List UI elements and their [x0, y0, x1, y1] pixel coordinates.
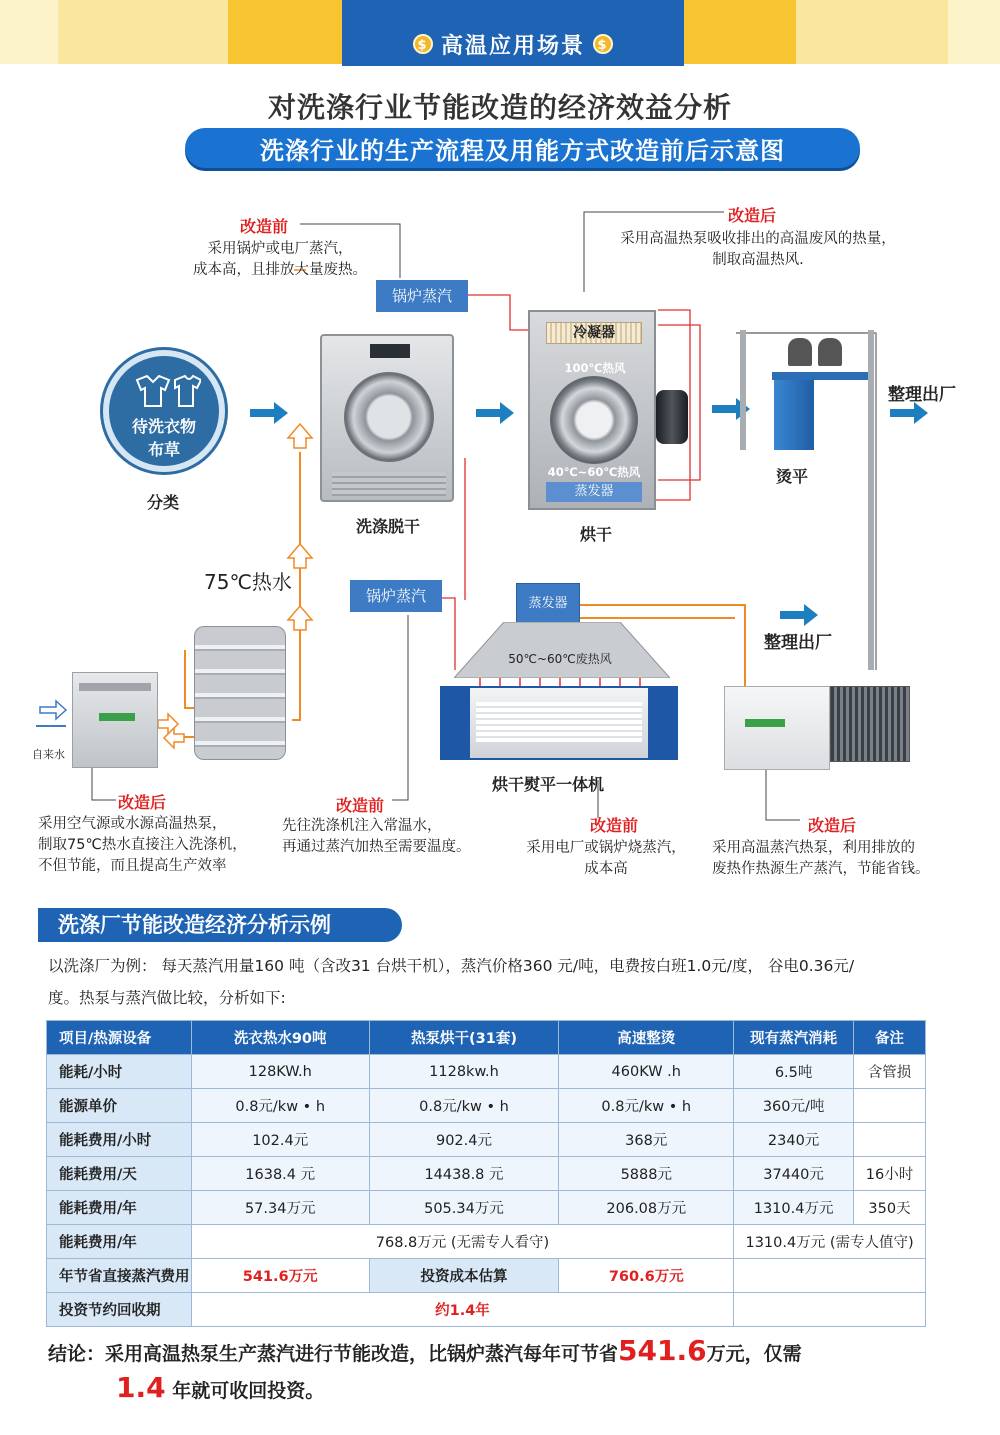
note-line: 成本高	[584, 861, 628, 877]
table-cell: 206.08万元	[559, 1191, 734, 1225]
table-cell: 460KW .h	[559, 1055, 734, 1089]
iron-stand-pole	[740, 330, 746, 450]
note-text	[38, 814, 247, 877]
table-cell: 1638.4 元	[191, 1157, 369, 1191]
note-text	[516, 838, 696, 880]
invest-label: 投资成本估算	[369, 1259, 559, 1293]
table-header-row	[47, 1021, 926, 1055]
brand-logo	[745, 719, 785, 727]
brand-logo	[99, 713, 135, 721]
hot-air-100-label: 100℃热风	[564, 361, 626, 375]
washer-drum	[344, 372, 434, 462]
note-line: 采用高温热泵吸收排出的高温废风的热量，	[620, 231, 896, 247]
row-label: 能耗费用/小时	[47, 1123, 192, 1157]
analysis-heading: 洗涤厂节能改造经济分析示例	[38, 908, 402, 942]
table-cell	[734, 1293, 926, 1327]
table-row	[47, 1259, 926, 1293]
note-text	[282, 816, 471, 858]
analysis-table	[46, 1020, 926, 1327]
table-cell: 128KW.h	[191, 1055, 369, 1089]
row-label: 投资节约回收期	[47, 1293, 192, 1327]
note-text	[598, 229, 918, 271]
table-cell: 16小时	[854, 1157, 926, 1191]
ironer-side-panel	[648, 688, 676, 758]
table-cell: 5888元	[559, 1157, 734, 1191]
iron-stand-pole	[868, 330, 874, 670]
note-text	[712, 838, 930, 880]
iron-icon	[788, 338, 812, 366]
table-cell: 350天	[854, 1191, 926, 1225]
row-label: 能耗费用/天	[47, 1157, 192, 1191]
table-cell: 368元	[559, 1123, 734, 1157]
table-row	[47, 1293, 926, 1327]
note-line: 制取高温热风.	[712, 252, 804, 268]
stage-dry-label: 烘干	[580, 525, 613, 544]
note-line: 采用空气源或水源高温热泵，	[38, 816, 227, 832]
boiler-steam-label: 锅炉蒸汽	[376, 280, 468, 312]
evaporator-box: 蒸发器	[516, 583, 580, 623]
compressor	[656, 390, 688, 444]
table-row	[47, 1225, 926, 1259]
band-segment	[684, 0, 796, 64]
hot-water-label: 75℃热水	[204, 570, 292, 594]
banner-title: 高温应用场景	[440, 33, 585, 59]
dryer-ironer-machine	[440, 686, 678, 760]
table-header: 洗衣热水90吨	[191, 1021, 369, 1055]
note-head: 改造后	[728, 206, 777, 225]
table-cell: 37440元	[734, 1157, 854, 1191]
circle-line: 待洗衣物	[131, 417, 196, 436]
table-cell: 14438.8 元	[369, 1157, 559, 1191]
ironer-rollers	[476, 702, 642, 742]
note-line: 不但节能，而且提高生产效率	[38, 858, 227, 874]
row-label: 年节省直接蒸汽费用	[47, 1259, 192, 1293]
conclusion-text: 结论：采用高温热泵生产蒸汽进行节能改造，比锅炉蒸汽每年可节省	[48, 1343, 619, 1365]
table-row	[47, 1191, 926, 1225]
table-row	[47, 1089, 926, 1123]
flow-arrow-icon	[890, 402, 930, 424]
note-line: 废热作热源生产蒸汽，节能省钱。	[712, 861, 930, 877]
waste-air-label: 50℃~60℃废热风	[508, 652, 612, 666]
table-cell: 6.5吨	[734, 1055, 854, 1089]
table-row	[47, 1055, 926, 1089]
top-banner	[342, 22, 684, 66]
vent	[79, 683, 151, 691]
ironer-label: 烘干熨平一体机	[492, 775, 605, 794]
band-segment	[948, 0, 1000, 64]
condenser-label: 冷凝器	[546, 322, 642, 344]
table-cell: 含管损	[854, 1055, 926, 1089]
tap-water-label: 自来水	[32, 748, 65, 761]
note-head: 改造前	[590, 816, 639, 835]
table-header: 现有蒸汽消耗	[734, 1021, 854, 1055]
analysis-intro: 度。热泵与蒸汽做比较，分析如下:	[48, 989, 286, 1007]
band-segment	[228, 0, 342, 64]
subtitle-pill: 洗涤行业的生产流程及用能方式改造前后示意图	[185, 128, 860, 168]
note-head: 改造前	[336, 796, 385, 815]
table-cell: 0.8元/kw • h	[191, 1089, 369, 1123]
table-cell: 1128kw.h	[369, 1055, 559, 1089]
row-label: 能耗/小时	[47, 1055, 192, 1089]
table-cell: 102.4元	[191, 1123, 369, 1157]
washer-extractor	[320, 334, 454, 502]
flow-arrow-icon	[250, 402, 290, 424]
band-segment	[796, 0, 948, 64]
dryer-drum	[550, 376, 638, 464]
conclusion-highlight: 541.6	[618, 1334, 707, 1367]
table-cell: 902.4元	[369, 1123, 559, 1157]
table-row	[47, 1123, 926, 1157]
flow-arrow-icon	[476, 402, 516, 424]
stage-iron-label: 烫平	[776, 467, 809, 486]
note-line: 再通过蒸汽加热至需要温度。	[282, 839, 471, 855]
row-label: 能耗费用/年	[47, 1225, 192, 1259]
note-line: 制取75℃热水直接注入洗涤机，	[38, 837, 247, 853]
flow-arrow-icon	[712, 398, 752, 420]
note-head: 改造前	[240, 217, 289, 236]
invest-value: 760.6万元	[559, 1259, 734, 1293]
note-text	[190, 239, 370, 281]
table-row	[47, 1157, 926, 1191]
coin-icon: $	[593, 34, 613, 54]
main-title: 对洗涤行业节能改造的经济效益分析	[267, 91, 732, 124]
hot-air-40-60-label: 40℃~60℃热风	[547, 465, 641, 479]
note-line: 成本高，且排放大量废热。	[193, 262, 367, 278]
circle-line: 布草	[147, 440, 180, 459]
stage-wash-label: 洗涤脱干	[356, 517, 421, 536]
table-cell: 505.34万元	[369, 1191, 559, 1225]
conclusion-text: 年就可收回投资。	[165, 1380, 325, 1402]
table-header: 热泵烘干(31套)	[369, 1021, 559, 1055]
iron-icon	[818, 338, 842, 366]
conclusion-text: 万元，仅需	[706, 1343, 802, 1365]
clothes-icon	[131, 374, 201, 408]
table-cell	[854, 1089, 926, 1123]
out-factory-label: 整理出厂	[888, 385, 956, 405]
row-label: 能耗费用/年	[47, 1191, 192, 1225]
control-panel	[370, 344, 410, 358]
row-label: 能源单价	[47, 1089, 192, 1123]
table-cell: 57.34万元	[191, 1191, 369, 1225]
table-cell: 0.8元/kw • h	[559, 1089, 734, 1123]
flow-arrow-icon	[780, 604, 820, 626]
table-cell: 768.8万元 (无需专人看守)	[191, 1225, 733, 1259]
evaporator-label: 蒸发器	[546, 482, 642, 502]
washer-base	[332, 472, 446, 496]
note-line: 采用电厂或锅炉烧蒸汽，	[526, 840, 686, 856]
savings-value: 541.6万元	[191, 1259, 369, 1293]
table-cell	[734, 1259, 926, 1293]
ironing-board	[772, 372, 868, 380]
ironer-side-panel	[442, 688, 470, 758]
out-factory-label: 整理出厂	[764, 633, 832, 653]
table-cell	[854, 1123, 926, 1157]
note-head: 改造后	[808, 816, 857, 835]
table-cell: 360元/吨	[734, 1089, 854, 1123]
note-line: 采用高温蒸汽热泵，利用排放的	[712, 840, 915, 856]
conclusion-highlight: 1.4	[116, 1371, 166, 1404]
dryer	[528, 310, 656, 510]
table-cell: 1310.4万元	[734, 1191, 854, 1225]
table-cell: 0.8元/kw • h	[369, 1089, 559, 1123]
stage-sort-label: 分类	[147, 493, 180, 512]
table-header: 备注	[854, 1021, 926, 1055]
note-head: 改造后	[118, 793, 167, 812]
conclusion	[48, 1334, 948, 1408]
heat-pump-fan	[830, 686, 910, 762]
boiler-steam-label: 锅炉蒸汽	[350, 580, 442, 612]
table-header: 高速整烫	[559, 1021, 734, 1055]
steam-heat-pump	[724, 686, 830, 770]
band-segment	[58, 0, 228, 64]
coin-icon: $	[413, 34, 433, 54]
laundry-circle	[103, 350, 225, 472]
note-line: 先往洗涤机注入常温水，	[282, 818, 442, 834]
band-segment	[0, 0, 58, 64]
table-cell: 2340元	[734, 1123, 854, 1157]
table-header: 项目/热源设备	[47, 1021, 192, 1055]
air-source-heat-pump	[72, 672, 158, 768]
analysis-intro: 以洗涤厂为例： 每天蒸汽用量160 吨（含改31 台烘干机），蒸汽价格360 元/吨，电费按白班1.0元/度， 谷电0.36元/	[48, 957, 855, 975]
ironing-board-stand	[774, 380, 814, 450]
hot-water-tank	[194, 626, 286, 760]
table-cell: 1310.4万元 (需专人值守)	[734, 1225, 926, 1259]
note-line: 采用锅炉或电厂蒸汽，	[207, 241, 353, 257]
payback-value: 约1.4年	[191, 1293, 733, 1327]
